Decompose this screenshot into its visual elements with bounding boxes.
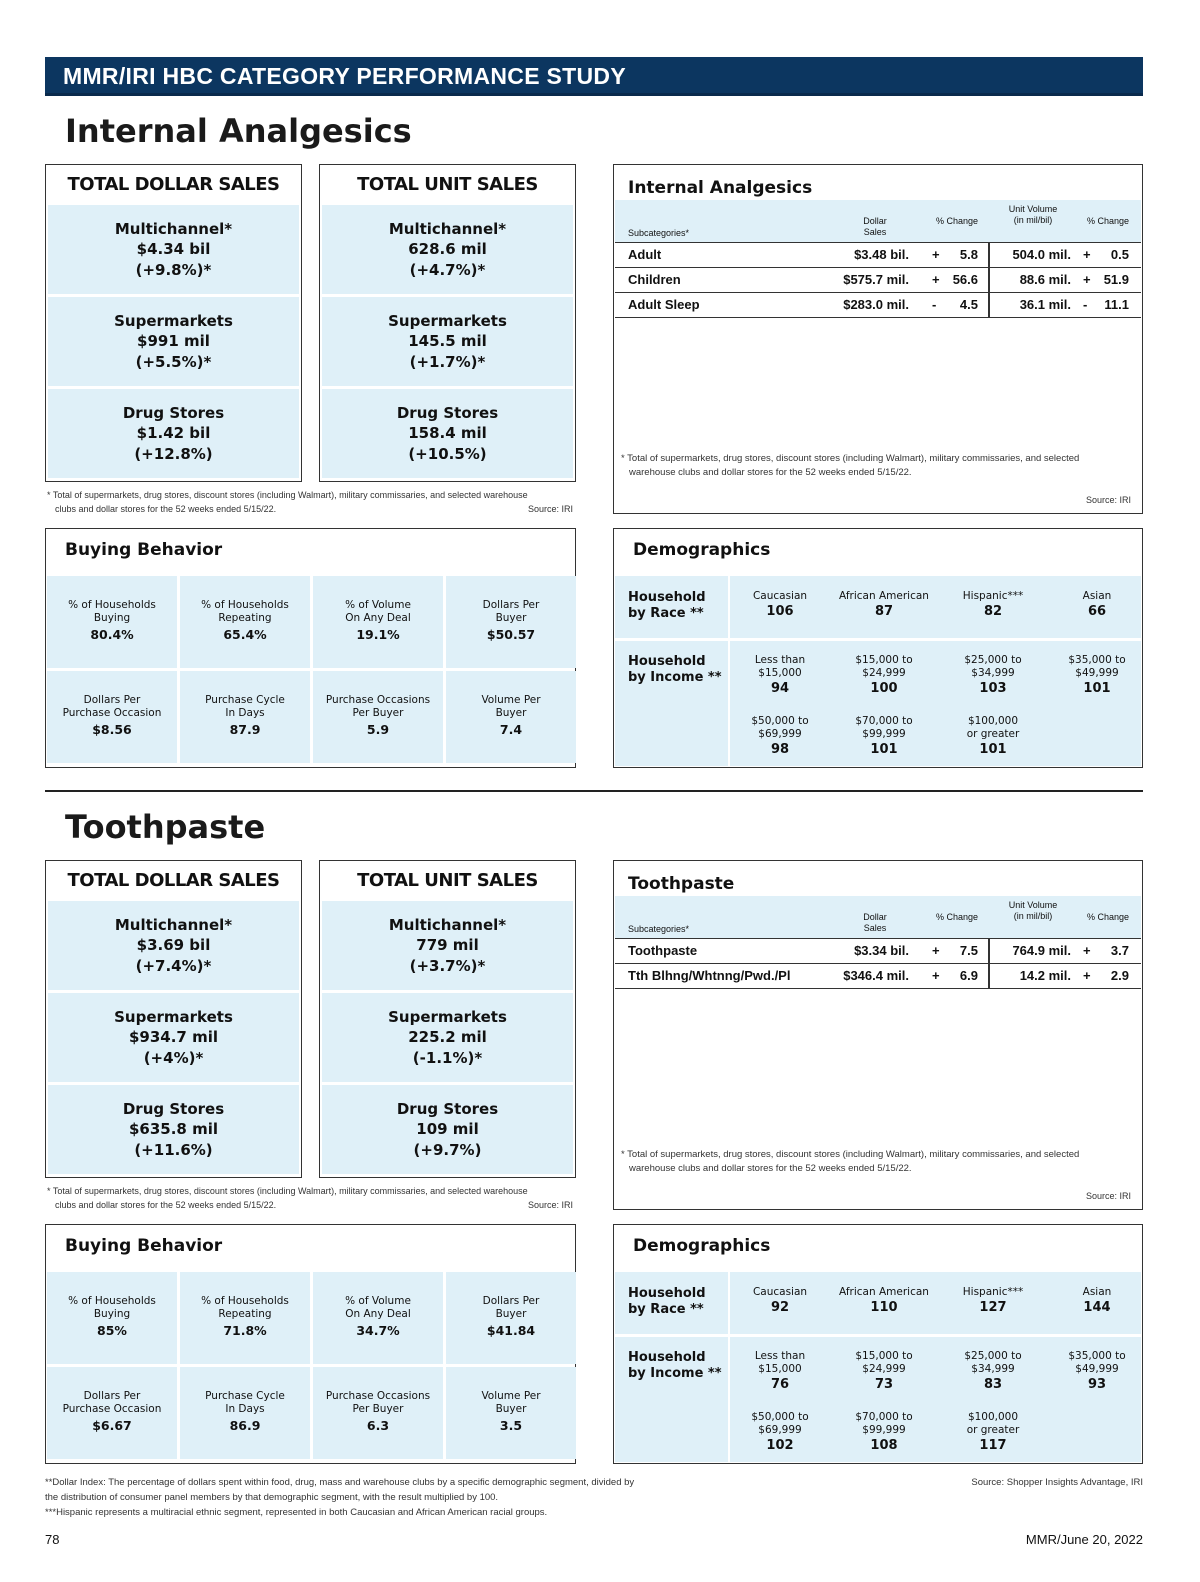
sales-cell (48, 1085, 299, 1174)
subcategory-footnote: * Total of supermarkets, drug stores, discount stores (including Walmart), military commissaries, and selected (621, 453, 1080, 464)
sales-heading: TOTAL UNIT SALES (357, 174, 538, 195)
hispanic-note: ***Hispanic represents a multiracial ethnic segment, represented in both Caucasian and African American racial groups. (45, 1507, 548, 1518)
page-number: 78 (45, 1532, 60, 1547)
race-index (725, 590, 835, 621)
income-range-cont: $24,999 (862, 667, 906, 679)
change-sign: - (1083, 297, 1088, 312)
income-range: $25,000 to (964, 1350, 1022, 1362)
sales-cell-title: Supermarkets (388, 1007, 507, 1026)
pct-change-value: 51.9 (1103, 272, 1129, 287)
unit-volume-value: 36.1 mil. (1019, 297, 1071, 312)
metric-label-cont: Purchase Occasion (62, 707, 162, 719)
metric-value: 7.4 (499, 722, 523, 737)
race-name: Caucasian (752, 590, 808, 602)
income-range: $50,000 to (751, 1411, 809, 1423)
sales-cell-change: (+9.7%) (413, 1140, 482, 1159)
income-value: 101 (870, 742, 898, 757)
race-value: 106 (766, 604, 794, 619)
buying-metric (313, 576, 443, 668)
sales-cell-value: 628.6 mil (408, 239, 487, 258)
sales-cell-change: (+3.7%)* (409, 956, 486, 975)
race-index (829, 1286, 939, 1317)
income-range: $35,000 to (1068, 1350, 1126, 1362)
metric-label: % of Households (201, 599, 289, 611)
pct-change-value: 5.8 (959, 247, 978, 262)
pct-change-header: % Change (1086, 216, 1130, 226)
income-label: Household (628, 654, 706, 669)
race-index (1042, 590, 1152, 621)
change-sign: - (932, 297, 937, 312)
income-range-cont: or greater (966, 728, 1020, 740)
buying-metric (180, 576, 310, 668)
buying-metric (446, 1272, 576, 1364)
income-index (938, 715, 1048, 759)
sales-cell-value: 109 mil (416, 1119, 479, 1138)
metric-value: $6.67 (92, 1418, 132, 1433)
metric-label-cont: Per Buyer (352, 1403, 404, 1415)
metric-label: Purchase Occasions (325, 1390, 431, 1402)
income-range-cont: $69,999 (758, 728, 802, 740)
race-index (1042, 1286, 1152, 1317)
metric-value: 87.9 (229, 722, 261, 737)
income-range-cont: $34,999 (971, 667, 1015, 679)
income-index (725, 1350, 835, 1394)
pct-change-value: 3.7 (1110, 943, 1129, 958)
sales-cell-change: (+12.8%) (134, 444, 213, 463)
metric-value: 85% (97, 1323, 127, 1338)
income-value: 76 (770, 1377, 790, 1392)
unit-sales-box (319, 860, 576, 1178)
income-range: Less than (754, 1350, 806, 1362)
change-sign: + (932, 968, 940, 983)
sales-footnote: * Total of supermarkets, drug stores, discount stores (including Walmart), military commissaries, and selected warehouse (47, 490, 528, 500)
unit-volume-value: 764.9 mil. (1012, 943, 1071, 958)
income-index (938, 654, 1048, 698)
metric-label-cont: In Days (225, 707, 265, 719)
buying-metric (47, 576, 177, 668)
income-range: $70,000 to (855, 1411, 913, 1423)
race-name: African American (839, 1286, 929, 1298)
sales-cell-title: Supermarkets (114, 1007, 233, 1026)
income-label: Household (628, 1350, 706, 1365)
sales-cell-value: $1.42 bil (136, 423, 211, 442)
income-value: 117 (979, 1438, 1007, 1453)
pct-change-value: 6.9 (959, 968, 978, 983)
sales-cell-title: Drug Stores (122, 1099, 225, 1118)
buying-metric (180, 671, 310, 763)
unit-sales-box (319, 164, 576, 482)
dollar-sales-value: $3.48 bil. (854, 247, 909, 262)
unit-volume-value: 88.6 mil. (1019, 272, 1071, 287)
sales-cell (48, 389, 299, 478)
metric-value: 5.9 (366, 722, 390, 737)
subcategory-name: Toothpaste (628, 943, 698, 958)
sales-footnote-cont: clubs and dollar stores for the 52 weeks ended 5/15/22. (55, 504, 277, 514)
sales-cell-change: (+9.8%)* (135, 260, 212, 279)
unit-volume-header: Unit Volume (in mil/bil) (1008, 900, 1058, 921)
buying-metric (313, 1367, 443, 1459)
sales-cell-title: Drug Stores (122, 403, 225, 422)
change-sign: + (932, 943, 940, 958)
sales-cell-change: (+4%)* (143, 1048, 204, 1067)
dollar-sales-box (45, 860, 302, 1178)
pct-change-header: % Change (935, 912, 979, 922)
income-label-cont: by Income ** (628, 670, 722, 685)
income-range-cont: $24,999 (862, 1363, 906, 1375)
sales-cell-title: Supermarkets (114, 311, 233, 330)
sales-cell-change: (+11.6%) (134, 1140, 213, 1159)
subcategory-row (615, 268, 1141, 293)
metric-label-cont: On Any Deal (345, 612, 411, 624)
dollar-sales-value: $346.4 mil. (843, 968, 909, 983)
buying-metric (446, 576, 576, 668)
income-index (725, 654, 835, 698)
subcategory-row (615, 939, 1141, 964)
sales-cell (322, 993, 573, 1082)
subcategory-footnote-cont: warehouse clubs and dollar stores for the 52 weeks ended 5/15/22. (629, 467, 912, 478)
income-index (1042, 654, 1152, 698)
sales-cell-value: 779 mil (416, 935, 479, 954)
income-index (725, 715, 835, 759)
income-value: 98 (770, 742, 790, 757)
sales-footnote: * Total of supermarkets, drug stores, discount stores (including Walmart), military commissaries, and selected warehouse (47, 1186, 528, 1196)
pct-change-value: 56.6 (952, 272, 978, 287)
change-sign: + (1083, 968, 1091, 983)
unit-volume-value: 504.0 mil. (1012, 247, 1071, 262)
section-divider (45, 790, 1143, 792)
section-title: Internal Analgesics (65, 112, 412, 150)
income-value: 83 (983, 1377, 1003, 1392)
income-value: 93 (1087, 1377, 1107, 1392)
income-value: 108 (870, 1438, 898, 1453)
change-sign: + (932, 272, 940, 287)
metric-label-cont: Buyer (495, 1308, 527, 1320)
race-value: 92 (770, 1300, 790, 1315)
race-value: 110 (870, 1300, 898, 1315)
sales-source: Source: IRI (528, 504, 574, 514)
race-label: Household (628, 590, 706, 605)
section-title: Toothpaste (65, 808, 266, 846)
sales-cell-value: $4.34 bil (136, 239, 211, 258)
metric-label: Purchase Occasions (325, 694, 431, 706)
metric-label: Volume Per (481, 1390, 541, 1402)
race-name: African American (839, 590, 929, 602)
income-range: $100,000 (967, 1411, 1019, 1423)
bottom-source: Source: Shopper Insights Advantage, IRI (971, 1477, 1143, 1488)
sales-cell-change: (+10.5%) (408, 444, 487, 463)
study-banner: MMR/IRI HBC CATEGORY PERFORMANCE STUDY (45, 57, 1143, 96)
income-range: $35,000 to (1068, 654, 1126, 666)
metric-label-cont: Buying (93, 612, 131, 624)
unit-volume-value: 14.2 mil. (1019, 968, 1071, 983)
subcategory-title: Internal Analgesics (628, 178, 813, 198)
buying-metric (446, 671, 576, 763)
dollar-sales-header: Dollar Sales (863, 912, 887, 933)
dollar-index-note-cont: the distribution of consumer panel members by that demographic segment, with the result multiplied by 100. (45, 1492, 499, 1503)
subcategory-footnote-cont: warehouse clubs and dollar stores for the 52 weeks ended 5/15/22. (629, 1163, 912, 1174)
income-index (938, 1350, 1048, 1394)
metric-label: % of Households (201, 1295, 289, 1307)
pct-change-value: 2.9 (1110, 968, 1129, 983)
sales-cell-title: Multichannel* (388, 219, 507, 238)
sales-cell-change: (+7.4%)* (135, 956, 212, 975)
income-range-cont: $69,999 (758, 1424, 802, 1436)
income-value: 102 (766, 1438, 794, 1453)
metric-label-cont: Purchase Occasion (62, 1403, 162, 1415)
income-index (829, 1411, 939, 1455)
metric-value: 19.1% (356, 627, 400, 642)
dollar-sales-header: Dollar Sales (863, 216, 887, 237)
race-name: Hispanic*** (962, 1286, 1024, 1298)
sales-cell-value: 145.5 mil (408, 331, 487, 350)
metric-label-cont: Buying (93, 1308, 131, 1320)
metric-label-cont: Buyer (495, 707, 527, 719)
sales-cell-title: Multichannel* (388, 915, 507, 934)
dollar-sales-value: $575.7 mil. (843, 272, 909, 287)
buying-metric (180, 1367, 310, 1459)
race-name: Hispanic*** (962, 590, 1024, 602)
sales-heading: TOTAL DOLLAR SALES (67, 870, 280, 891)
sales-cell-change: (+4.7%)* (409, 260, 486, 279)
metric-value: 65.4% (223, 627, 267, 642)
buying-metric (47, 1367, 177, 1459)
income-range: $50,000 to (751, 715, 809, 727)
race-value: 87 (874, 604, 894, 619)
metric-value: 71.8% (223, 1323, 267, 1338)
pct-change-value: 4.5 (959, 297, 978, 312)
income-range-cont: or greater (966, 1424, 1020, 1436)
income-range: $15,000 to (855, 1350, 913, 1362)
change-sign: + (1083, 247, 1091, 262)
buying-metric (47, 1272, 177, 1364)
sales-cell (322, 297, 573, 386)
metric-label-cont: Repeating (218, 1308, 272, 1320)
subcategories-header: Subcategories* (628, 228, 690, 238)
change-sign: + (1083, 272, 1091, 287)
metric-label: Volume Per (481, 694, 541, 706)
metric-label: Purchase Cycle (205, 694, 285, 706)
dollar-sales-box (45, 164, 302, 482)
sales-cell-title: Multichannel* (114, 915, 233, 934)
sales-footnote-cont: clubs and dollar stores for the 52 weeks ended 5/15/22. (55, 1200, 277, 1210)
metric-value: 86.9 (229, 1418, 261, 1433)
income-range: $25,000 to (964, 654, 1022, 666)
sales-cell-title: Drug Stores (396, 1099, 499, 1118)
sales-cell (48, 205, 299, 294)
sales-cell (322, 901, 573, 990)
demographics-title: Demographics (633, 540, 771, 560)
demographics-title: Demographics (633, 1236, 771, 1256)
metric-value: 34.7% (356, 1323, 400, 1338)
race-value: 127 (979, 1300, 1007, 1315)
buying-metric (446, 1367, 576, 1459)
race-index (725, 1286, 835, 1317)
income-range-cont: $49,999 (1075, 1363, 1119, 1375)
sales-cell-change: (-1.1%)* (412, 1048, 483, 1067)
income-range-cont: $49,999 (1075, 667, 1119, 679)
subcategory-name: Tth Blhng/Whtnng/Pwd./Pl (628, 968, 791, 983)
subcategory-footnote: * Total of supermarkets, drug stores, discount stores (including Walmart), military commissaries, and selected (621, 1149, 1080, 1160)
income-range-cont: $99,999 (862, 728, 906, 740)
sales-cell-value: $3.69 bil (136, 935, 211, 954)
buying-metric (180, 1272, 310, 1364)
race-index (938, 590, 1048, 621)
buying-behavior-title: Buying Behavior (65, 1236, 223, 1256)
metric-label: Dollars Per (482, 599, 540, 611)
sales-heading: TOTAL UNIT SALES (357, 870, 538, 891)
metric-label: Dollars Per (83, 694, 141, 706)
sales-cell-change: (+1.7%)* (409, 352, 486, 371)
subcategory-source: Source: IRI (1086, 495, 1132, 505)
metric-value: $50.57 (486, 627, 536, 642)
income-index (938, 1411, 1048, 1455)
metric-value: $8.56 (92, 722, 132, 737)
metric-label-cont: On Any Deal (345, 1308, 411, 1320)
income-range: $70,000 to (855, 715, 913, 727)
sales-cell (322, 1085, 573, 1174)
pct-change-header: % Change (935, 216, 979, 226)
dollar-index-note: **Dollar Index: The percentage of dollars spent within food, drug, mass and warehouse clubs by a specific demographic segment, divided by (45, 1477, 635, 1488)
income-index (829, 654, 939, 698)
subcategories-header: Subcategories* (628, 924, 690, 934)
sales-cell-value: $635.8 mil (128, 1119, 219, 1138)
income-index (829, 715, 939, 759)
race-index (829, 590, 939, 621)
sales-cell-title: Drug Stores (396, 403, 499, 422)
income-value: 94 (770, 681, 790, 696)
subcategory-name: Children (628, 272, 681, 287)
sales-cell (48, 901, 299, 990)
buying-metric (47, 671, 177, 763)
metric-label: Dollars Per (83, 1390, 141, 1402)
sales-cell-change: (+5.5%)* (135, 352, 212, 371)
subcategory-row (615, 243, 1141, 268)
income-range-cont: $15,000 (758, 1363, 802, 1375)
income-range-cont: $99,999 (862, 1424, 906, 1436)
subcategory-title: Toothpaste (628, 874, 735, 894)
buying-behavior-title: Buying Behavior (65, 540, 223, 560)
race-label: Household (628, 1286, 706, 1301)
sales-cell-title: Supermarkets (388, 311, 507, 330)
income-range-cont: $15,000 (758, 667, 802, 679)
metric-label-cont: Buyer (495, 612, 527, 624)
sales-cell-value: 158.4 mil (408, 423, 487, 442)
buying-metric (313, 671, 443, 763)
race-index (938, 1286, 1048, 1317)
race-label-cont: by Race ** (628, 606, 704, 621)
sales-heading: TOTAL DOLLAR SALES (67, 174, 280, 195)
income-range: Less than (754, 654, 806, 666)
dollar-sales-value: $3.34 bil. (854, 943, 909, 958)
sales-cell-title: Multichannel* (114, 219, 233, 238)
metric-label-cont: In Days (225, 1403, 265, 1415)
income-value: 101 (979, 742, 1007, 757)
race-name: Caucasian (752, 1286, 808, 1298)
subcategory-name: Adult (628, 247, 662, 262)
metric-label-cont: Per Buyer (352, 707, 404, 719)
pct-change-header: % Change (1086, 912, 1130, 922)
subcategory-row (615, 293, 1141, 318)
pct-change-value: 11.1 (1104, 297, 1129, 312)
publication-date: MMR/June 20, 2022 (1025, 1532, 1143, 1547)
metric-label-cont: Buyer (495, 1403, 527, 1415)
income-range-cont: $34,999 (971, 1363, 1015, 1375)
metric-value: $41.84 (486, 1323, 536, 1338)
income-range: $100,000 (967, 715, 1019, 727)
sales-cell (322, 205, 573, 294)
sales-cell-value: $934.7 mil (128, 1027, 219, 1046)
metric-label-cont: Repeating (218, 612, 272, 624)
metric-label: Purchase Cycle (205, 1390, 285, 1402)
income-value: 73 (874, 1377, 894, 1392)
pct-change-value: 7.5 (959, 943, 978, 958)
income-label-cont: by Income ** (628, 1366, 722, 1381)
subcategory-name: Adult Sleep (628, 297, 700, 312)
change-sign: + (932, 247, 940, 262)
metric-label: % of Volume (345, 1295, 411, 1307)
metric-label: % of Households (68, 599, 156, 611)
metric-value: 80.4% (90, 627, 134, 642)
unit-volume-header: Unit Volume (in mil/bil) (1008, 204, 1058, 225)
income-value: 100 (870, 681, 898, 696)
race-label-cont: by Race ** (628, 1302, 704, 1317)
metric-label: Dollars Per (482, 1295, 540, 1307)
sales-cell-value: 225.2 mil (408, 1027, 487, 1046)
metric-value: 3.5 (499, 1418, 523, 1433)
subcategory-source: Source: IRI (1086, 1191, 1132, 1201)
sales-cell (322, 389, 573, 478)
sales-cell (48, 297, 299, 386)
metric-label: % of Volume (345, 599, 411, 611)
income-range: $15,000 to (855, 654, 913, 666)
race-name: Asian (1082, 590, 1112, 602)
income-index (829, 1350, 939, 1394)
sales-cell (48, 993, 299, 1082)
metric-value: 6.3 (366, 1418, 390, 1433)
pct-change-value: 0.5 (1110, 247, 1129, 262)
buying-metric (313, 1272, 443, 1364)
race-value: 82 (983, 604, 1003, 619)
race-name: Asian (1082, 1286, 1112, 1298)
income-value: 101 (1083, 681, 1111, 696)
change-sign: + (1083, 943, 1091, 958)
income-index (725, 1411, 835, 1455)
dollar-sales-value: $283.0 mil. (843, 297, 909, 312)
race-value: 144 (1083, 1300, 1111, 1315)
metric-label: % of Households (68, 1295, 156, 1307)
sales-source: Source: IRI (528, 1200, 574, 1210)
race-value: 66 (1087, 604, 1107, 619)
income-index (1042, 1350, 1152, 1394)
sales-cell-value: $991 mil (137, 331, 210, 350)
income-value: 103 (979, 681, 1007, 696)
subcategory-row (615, 964, 1141, 989)
